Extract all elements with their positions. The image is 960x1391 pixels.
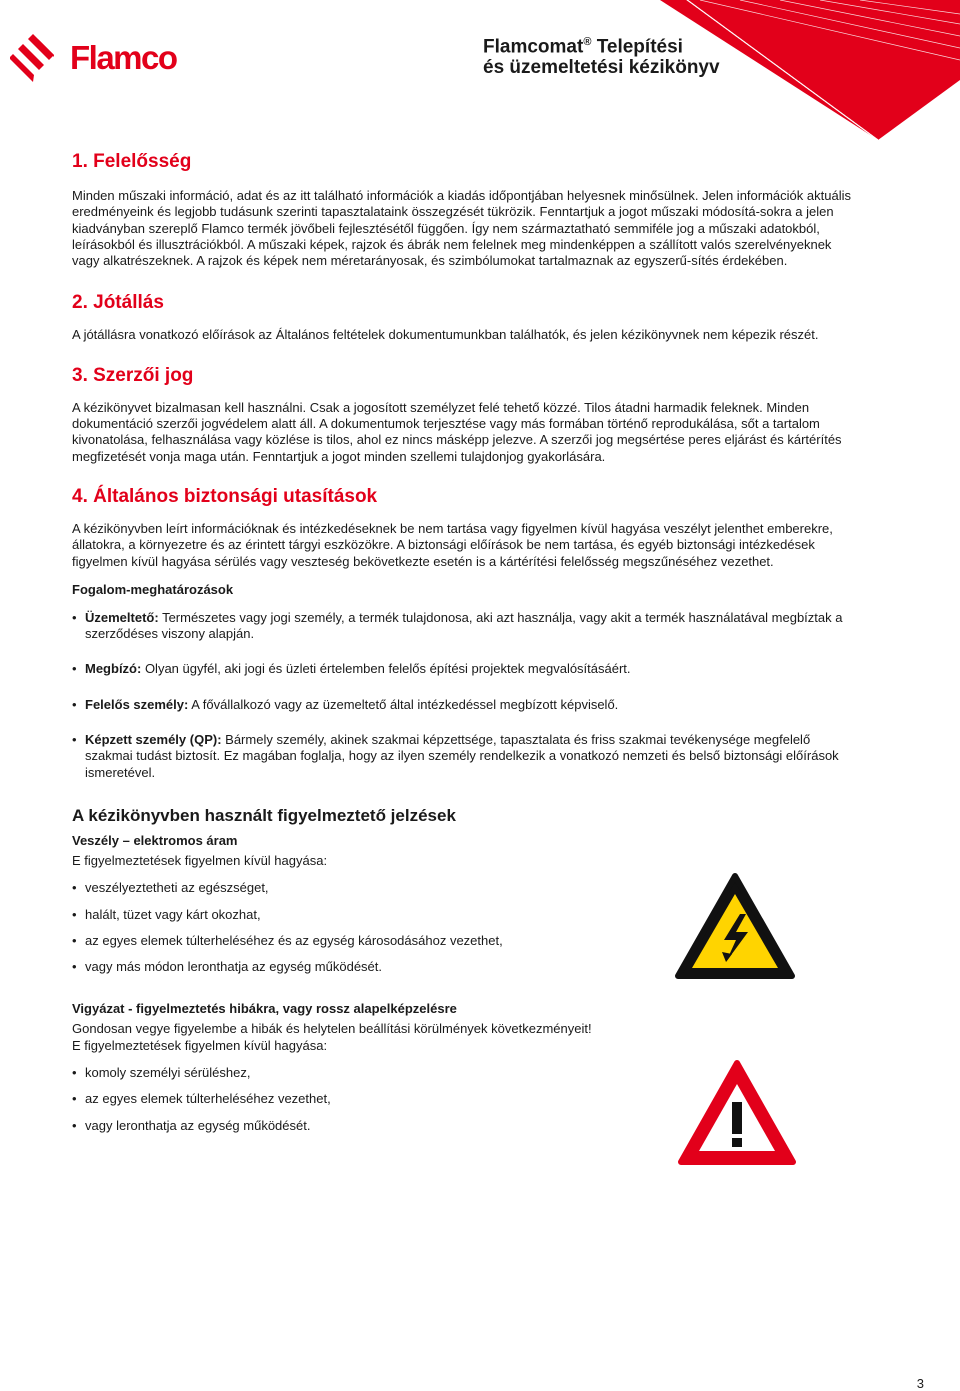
section-body-warranty: A jótállásra vonatkozó előírások az Általános feltételek dokumentumunkban találhatók, és jelen kézikönyvnek nem képezik részét.	[72, 327, 819, 343]
caution-line1: Gondosan vegye figyelembe a hibák és helytelen beállítási körülmények következményeit!	[72, 1021, 592, 1037]
page-number: 3	[916, 1376, 924, 1391]
section-body-copyright: A kézikönyvet bizalmasan kell használni. Csak a jogosított személyzet felé tehető közzé. Tilos átadni harmadik feleknek. Minden dokumentáció szerzői jogvédelem alatt áll. A dokumentumok terjesztése vagy más formában történő reprodukálása, sőt a tartalom kivonatolása, felhasználása vagy közlése is tilos, ahol ez nincs másképp jelezve. A szerzői jog megsértése peres eljárást és kártérítés megfizetését vonja maga után. Fenntartjuk a jogot minden szellemi tulajdonjog gyakorlására.	[72, 399, 842, 464]
caution-title: Vigyázat - figyelmeztetés hibákra, vagy rossz alapelképzelésre	[72, 1001, 457, 1017]
flamco-logo-icon	[8, 30, 58, 86]
warning-signs-heading: A kézikönyvben használt figyelmeztető jelzések	[72, 805, 456, 825]
flamco-logo	[8, 30, 177, 86]
section-body-safety: A kézikönyvben leírt információknak és intézkedéseknek be nem tartása vagy figyelmen kívül hagyása veszélyt jelenthet emberekre, állatokra, a környezetre és az érintett tárgyi eszközökre. A biztonsági előírások be nem tartása, és egyéb biztonsági intézkedések figyelmen kívül hagyása sérülés vagy veszteség bekövetkezte esetén is a kártérítési felelősség megszűnéséhez vezethet.	[72, 520, 833, 569]
definition-item: • Megbízó: Olyan ügyfél, aki jogi és üzleti értelemben felelős építési projektek megvalósításáért.	[72, 661, 852, 677]
list-item: • az egyes elemek túlterheléséhez és az egység károsodásához vezethet,	[72, 933, 862, 949]
definition-item: • Képzett személy (QP): Bármely személy, akinek szakmai képzettsége, tapasztalata és friss szakmai tevékenysége megfelelő szakmai tudást biztosít. Ez magában foglalja, hogy az ilyen személy rendelkezik a vonatkozó nemzeti és belső biztonsági előírások ismeretével.	[72, 732, 852, 781]
electric-hazard-icon	[674, 872, 796, 980]
section-heading-responsibility: 1. Felelősség	[72, 151, 192, 172]
brand-name: Flamco	[70, 39, 177, 76]
list-item: • komoly személyi sérüléshez,	[72, 1065, 862, 1081]
list-item: • az egyes elemek túlterheléséhez vezethet,	[72, 1091, 862, 1107]
danger-electric-intro: E figyelmeztetések figyelmen kívül hagyása:	[72, 852, 328, 868]
definitions-heading: Fogalom-meghatározások	[72, 581, 234, 597]
section-body-responsibility: Minden műszaki információ, adat és az itt található információk a kiadás időpontjában helyesnek minősülnek. Jelen információk aktuális eredményeink és legjobb tudásunk szerinti tapasztalataink összegzését tükrözik. Fenntartjuk a jogot műszaki módosítá-sokra a jelen kiadványban szereplő Flamco termék jövőbeli fejlesztésétől függően. Így nem származtatható semmiféle jog a műszaki adatokból, leírásokból és illusztrációkból. A műszaki képek, rajzok és ábrák nem felelnek meg mindenképpen a szállított valós szerelvényeknek vagy alkatrészeknek. A rajzok és képek nem méretarányosak, és szimbólumokat tartalmaznak az egyszerű-sítés érdekében.	[72, 188, 851, 269]
list-item: • vagy leronthatja az egység működését.	[72, 1118, 862, 1134]
danger-electric-title: Veszély – elektromos áram	[72, 832, 238, 848]
section-heading-warranty: 2. Jótállás	[72, 292, 164, 314]
definitions-list	[72, 610, 852, 781]
section-heading-copyright: 3. Szerzői jog	[72, 364, 194, 386]
page-content	[72, 150, 862, 1134]
section-heading-safety: 4. Általános biztonsági utasítások	[72, 485, 378, 507]
list-item: • halált, tüzet vagy kárt okozhat,	[72, 907, 862, 923]
caution-warning-icon	[677, 1058, 797, 1168]
document-title: Flamcomat® Telepítési és üzemeltetési kézikönyv	[483, 36, 720, 79]
list-item: • vagy más módon leronthatja az egység működését.	[72, 959, 862, 975]
definition-item: • Üzemeltető: Természetes vagy jogi személy, a termék tulajdonosa, aki azt használja, vagy akit a termék használatával megbíztak a szerződéses viszony alapján.	[72, 610, 852, 643]
list-item: • veszélyeztetheti az egészséget,	[72, 880, 862, 896]
caution-line2: E figyelmeztetések figyelmen kívül hagyása:	[72, 1037, 328, 1053]
definition-item: • Felelős személy: A fővállalkozó vagy az üzemeltető által intézkedéssel megbízott képviselő.	[72, 697, 852, 713]
